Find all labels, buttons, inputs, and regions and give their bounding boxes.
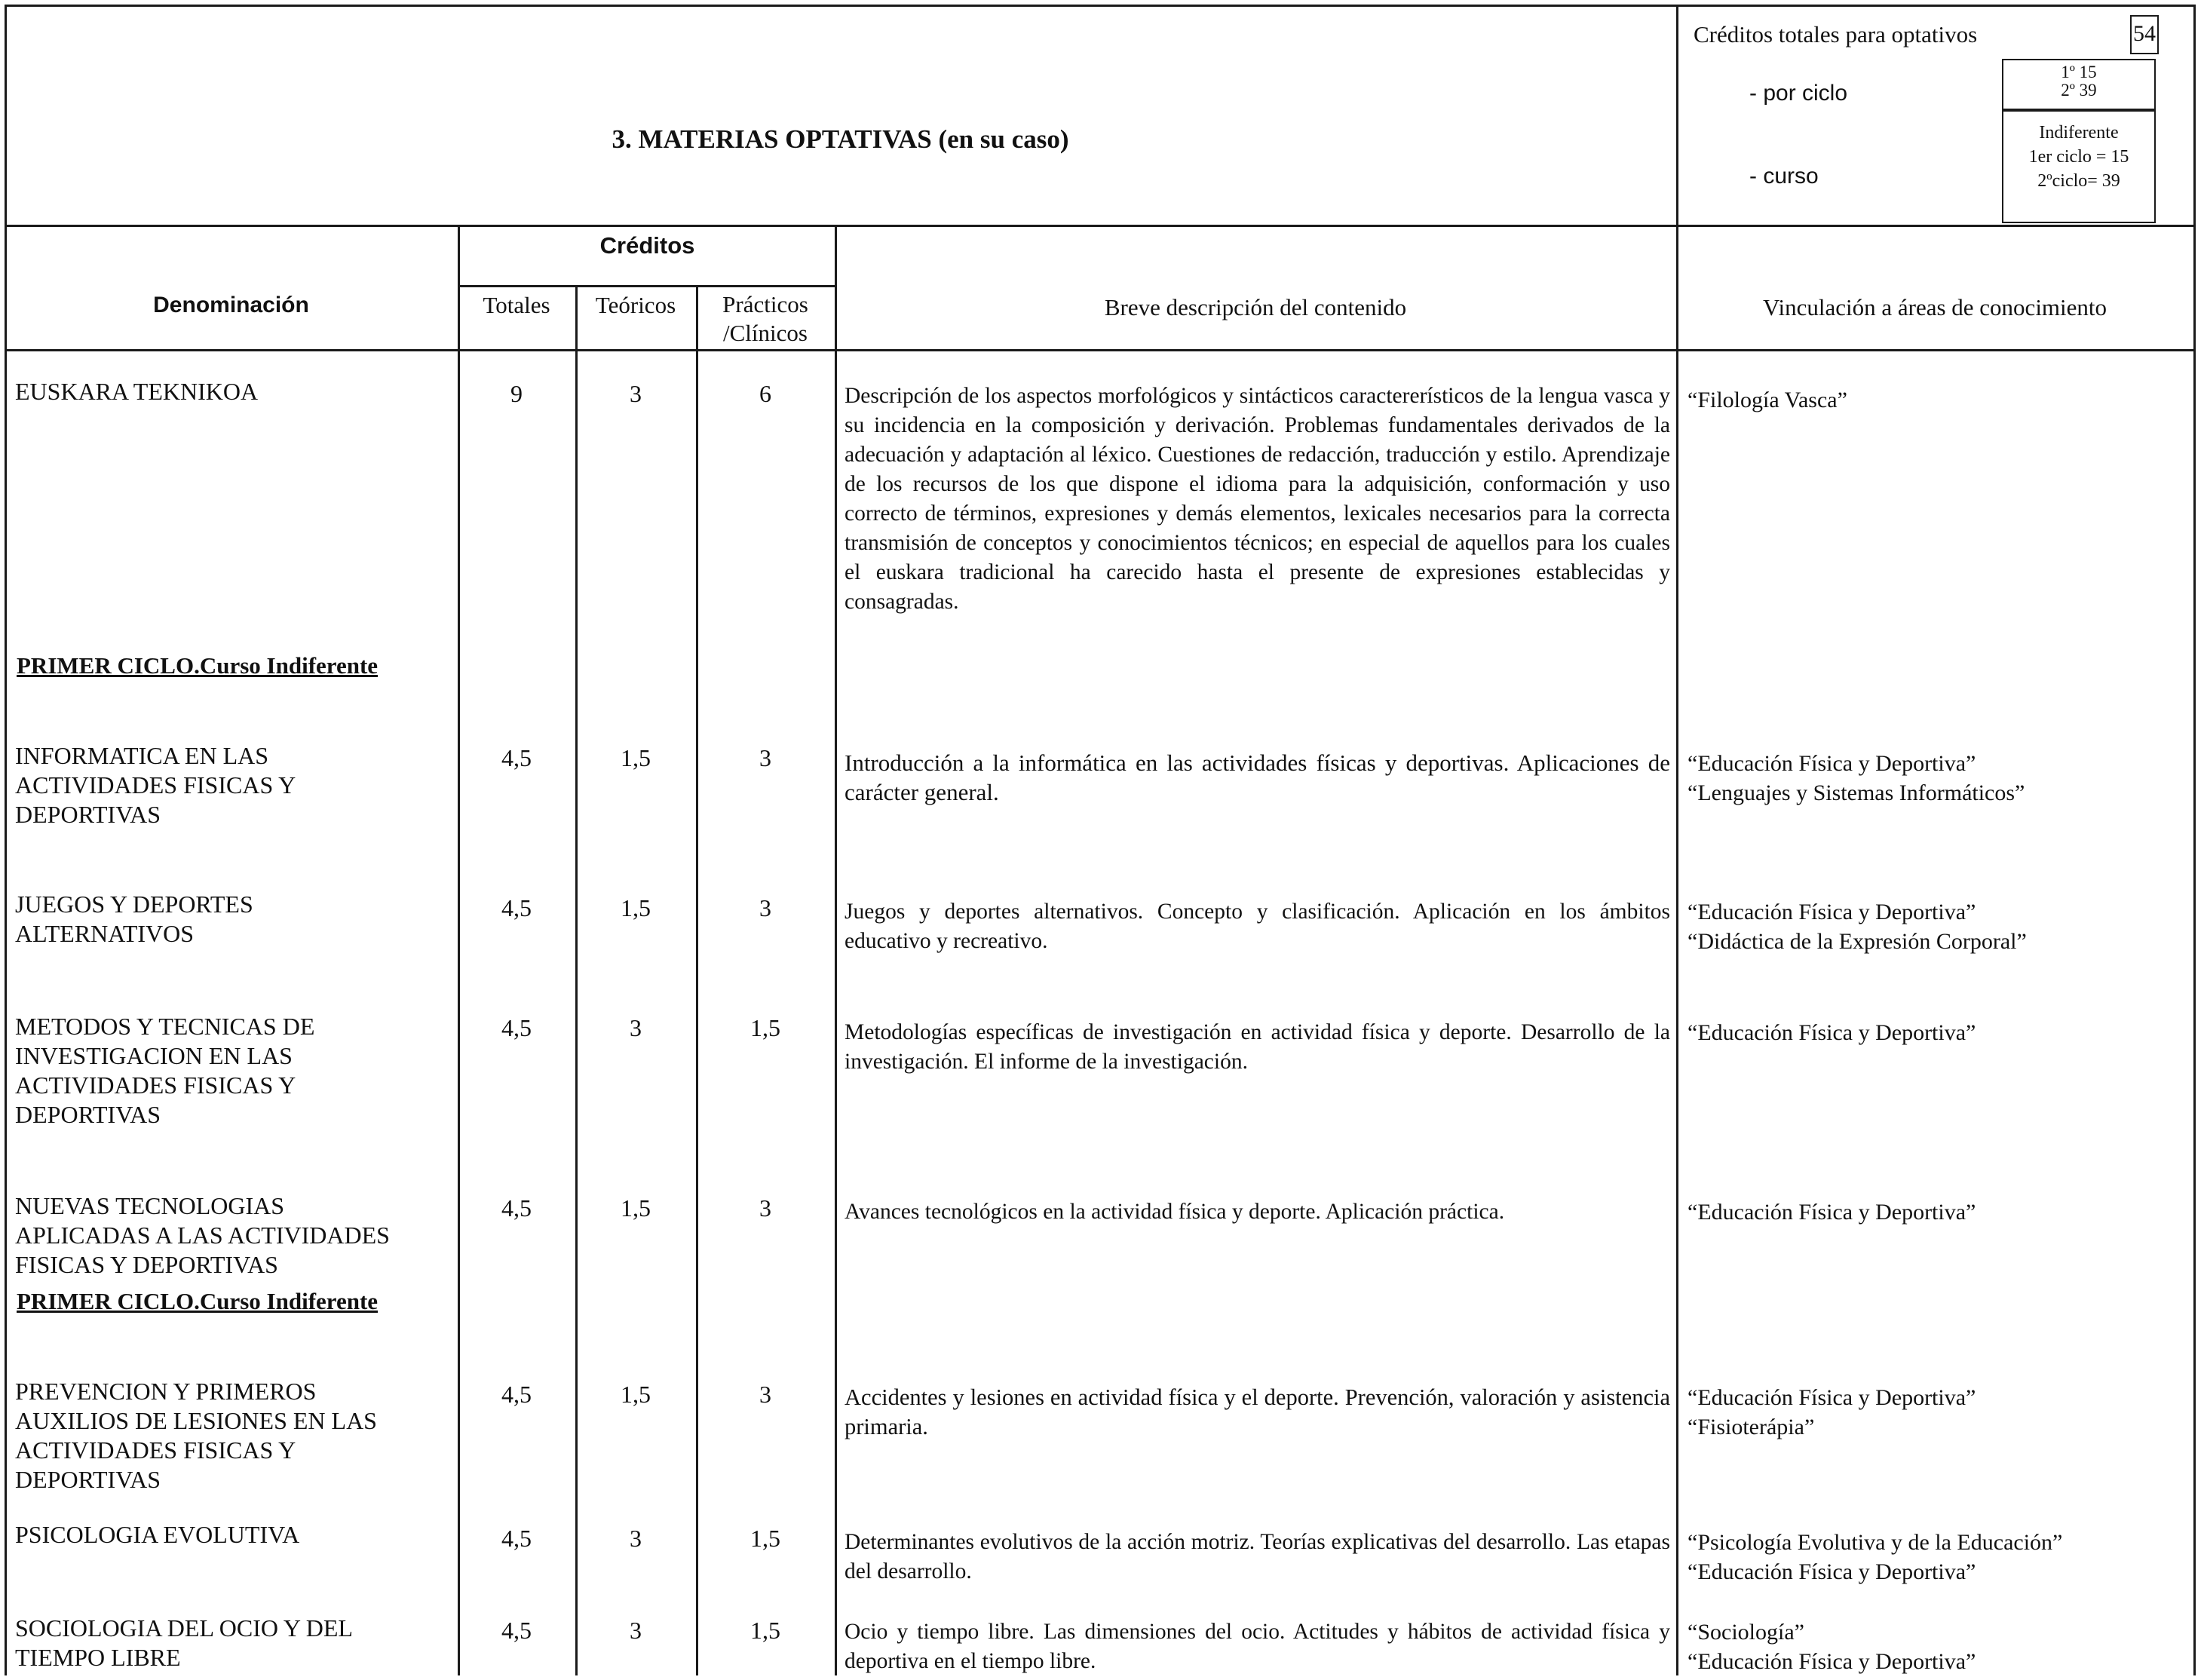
row-prevencion-areas: “Educación Física y Deportiva” “Fisioterápia” [1687,1385,1976,1439]
row-metodos-practicos: 1,5 [750,1014,780,1041]
row-euskara-name: EUSKARA TEKNIKOA [15,378,259,405]
row-psicologia-practicos: 1,5 [750,1525,780,1552]
row-euskara-totales: 9 [510,380,523,407]
row-euskara-desc: Descripción de los aspectos morfológicos y sintácticos caractererísticos de la lengua vasca y su incidencia en la composición y derivación. Problemas fundamentales derivados de la adecuación y adaptación al léxico. Cuestiones de redacción, traducción y estilo. Aprendizaje de los recursos de los que dispone el idioma para la adquisición, conformación y uso correcto de términos, expresiones y demás elementos, lexicales necesarios para la correcta transmisión de conceptos y conocimientos técnicos; en especial de aquellos para los cuales el euskara tradicional ha carecido hasta el presente de expresiones establecidas y consagradas. [845,384,1670,614]
col-divider-descripcion [1676,5,1678,1675]
col-header-denominacion: Denominación [153,293,309,317]
row-sociologia-teoricos: 3 [630,1617,642,1644]
section-note-primer-ciclo-2: PRIMER CICLO.Curso Indiferente [17,1288,379,1314]
row-nuevas-name: NUEVAS TECNOLOGIAS APLICADAS A LAS ACTIVIDADES FISICAS Y DEPORTIVAS [15,1192,390,1278]
row-euskara-teoricos: 3 [630,380,642,407]
row-psicologia-teoricos: 3 [630,1525,642,1552]
row-juegos-desc: Juegos y deportes alternativos. Concepto y clasificación. Aplicación en los ámbitos educativo y recreativo. [845,900,1670,953]
row-metodos-totales: 4,5 [501,1014,532,1041]
col-header-teoricos: Teóricos [595,292,676,318]
row-metodos-name: METODOS Y TECNICAS DE INVESTIGACION EN LAS ACTIVIDADES FISICAS Y DEPORTIVAS [15,1013,315,1128]
top-border [5,5,2196,7]
row-psicologia-areas: “Psicología Evolutiva y de la Educación” “Educación Física y Deportiva” [1687,1530,2063,1584]
row-metodos-areas: “Educación Física y Deportiva” [1687,1020,1976,1045]
row-informatica-desc: Introducción a la informática en las actividades físicas y deportivas. Aplicaciones de carácter general. [845,750,1670,805]
row-nuevas-practicos: 3 [759,1194,771,1222]
row-nuevas-desc: Avances tecnológicos en la actividad física y deporte. Aplicación práctica. [845,1200,1505,1224]
col-header-creditos: Créditos [599,232,695,259]
row-informatica-areas: “Educación Física y Deportiva” “Lenguajes y Sistemas Informáticos” [1687,751,2025,805]
row-euskara-areas: “Filología Vasca” [1687,388,1847,412]
row-prevencion-teoricos: 1,5 [621,1381,651,1408]
col-header-descripcion: Breve descripción del contenido [1104,294,1407,320]
col-divider-practicos [835,225,837,1675]
row-metodos-desc: Metodologías específicas de investigación en actividad física y deporte. Desarrollo de la investigación. El informe de la investigación. [845,1020,1670,1074]
row-prevencion-desc: Accidentes y lesiones en actividad física y el deporte. Prevención, valoración y asistencia primaria. [845,1384,1670,1439]
col-header-vinculacion: Vinculación a áreas de conocimiento [1762,294,2107,320]
row-informatica-teoricos: 1,5 [621,744,651,771]
row-nuevas-areas: “Educación Física y Deportiva” [1687,1200,1976,1225]
creditos-subheader-border [458,285,837,287]
row-sociologia-totales: 4,5 [501,1617,532,1644]
header-bottom-border [5,225,2196,227]
row-psicologia-name: PSICOLOGIA EVOLUTIVA [15,1521,300,1548]
row-prevencion-totales: 4,5 [501,1381,532,1408]
left-border [5,5,7,1675]
right-border [2193,5,2196,1675]
row-juegos-name: JUEGOS Y DEPORTES ALTERNATIVOS [15,891,253,947]
curso-label: - curso [1749,164,1819,189]
row-nuevas-teoricos: 1,5 [621,1194,651,1222]
col-divider-totales [575,285,578,1675]
row-sociologia-practicos: 1,5 [750,1617,780,1644]
col-header-practicos: Prácticos /Clínicos [722,291,808,346]
por-ciclo-label: - por ciclo [1749,81,1848,106]
row-sociologia-areas: “Sociología” “Educación Física y Deportiva” [1687,1620,1976,1674]
row-psicologia-desc: Determinantes evolutivos de la acción motriz. Teorías explicativas del desarrollo. Las etapas del desarrollo. [845,1530,1670,1583]
row-sociologia-name: SOCIOLOGIA DEL OCIO Y DEL TIEMPO LIBRE [15,1614,353,1671]
row-juegos-areas: “Educación Física y Deportiva” “Didáctica de la Expresión Corporal” [1687,900,2027,954]
row-juegos-totales: 4,5 [501,894,532,921]
credits-total-label: Créditos totales para optativos [1694,21,1978,48]
col-divider-teoricos [696,285,698,1675]
row-psicologia-totales: 4,5 [501,1525,532,1552]
curso-values: Indiferente 1er ciclo = 15 2ºciclo= 39 [2028,123,2129,191]
col-header-totales: Totales [483,292,550,318]
column-header-bottom-border [5,349,2196,351]
row-nuevas-totales: 4,5 [501,1194,532,1222]
row-prevencion-name: PREVENCION Y PRIMEROS AUXILIOS DE LESIONES EN LAS ACTIVIDADES FISICAS Y DEPORTIVAS [15,1378,377,1493]
page-title: 3. MATERIAS OPTATIVAS (en su caso) [612,124,1069,154]
row-informatica-practicos: 3 [759,744,771,771]
row-informatica-totales: 4,5 [501,744,532,771]
row-metodos-teoricos: 3 [630,1014,642,1041]
col-divider-denominacion [458,225,460,1675]
por-ciclo-values: 1º 15 2º 39 [2061,63,2097,100]
row-informatica-name: INFORMATICA EN LAS ACTIVIDADES FISICAS Y DEPORTIVAS [15,742,296,828]
row-juegos-practicos: 3 [759,894,771,921]
row-juegos-teoricos: 1,5 [621,894,651,921]
row-euskara-practicos: 6 [759,380,771,407]
credits-total-value: 54 [2133,21,2156,46]
section-note-primer-ciclo: PRIMER CICLO.Curso Indiferente [17,652,379,679]
row-sociologia-desc: Ocio y tiempo libre. Las dimensiones del ocio. Actitudes y hábitos de actividad física y deportiva en el tiempo libre. [845,1620,1670,1673]
row-prevencion-practicos: 3 [759,1381,771,1408]
